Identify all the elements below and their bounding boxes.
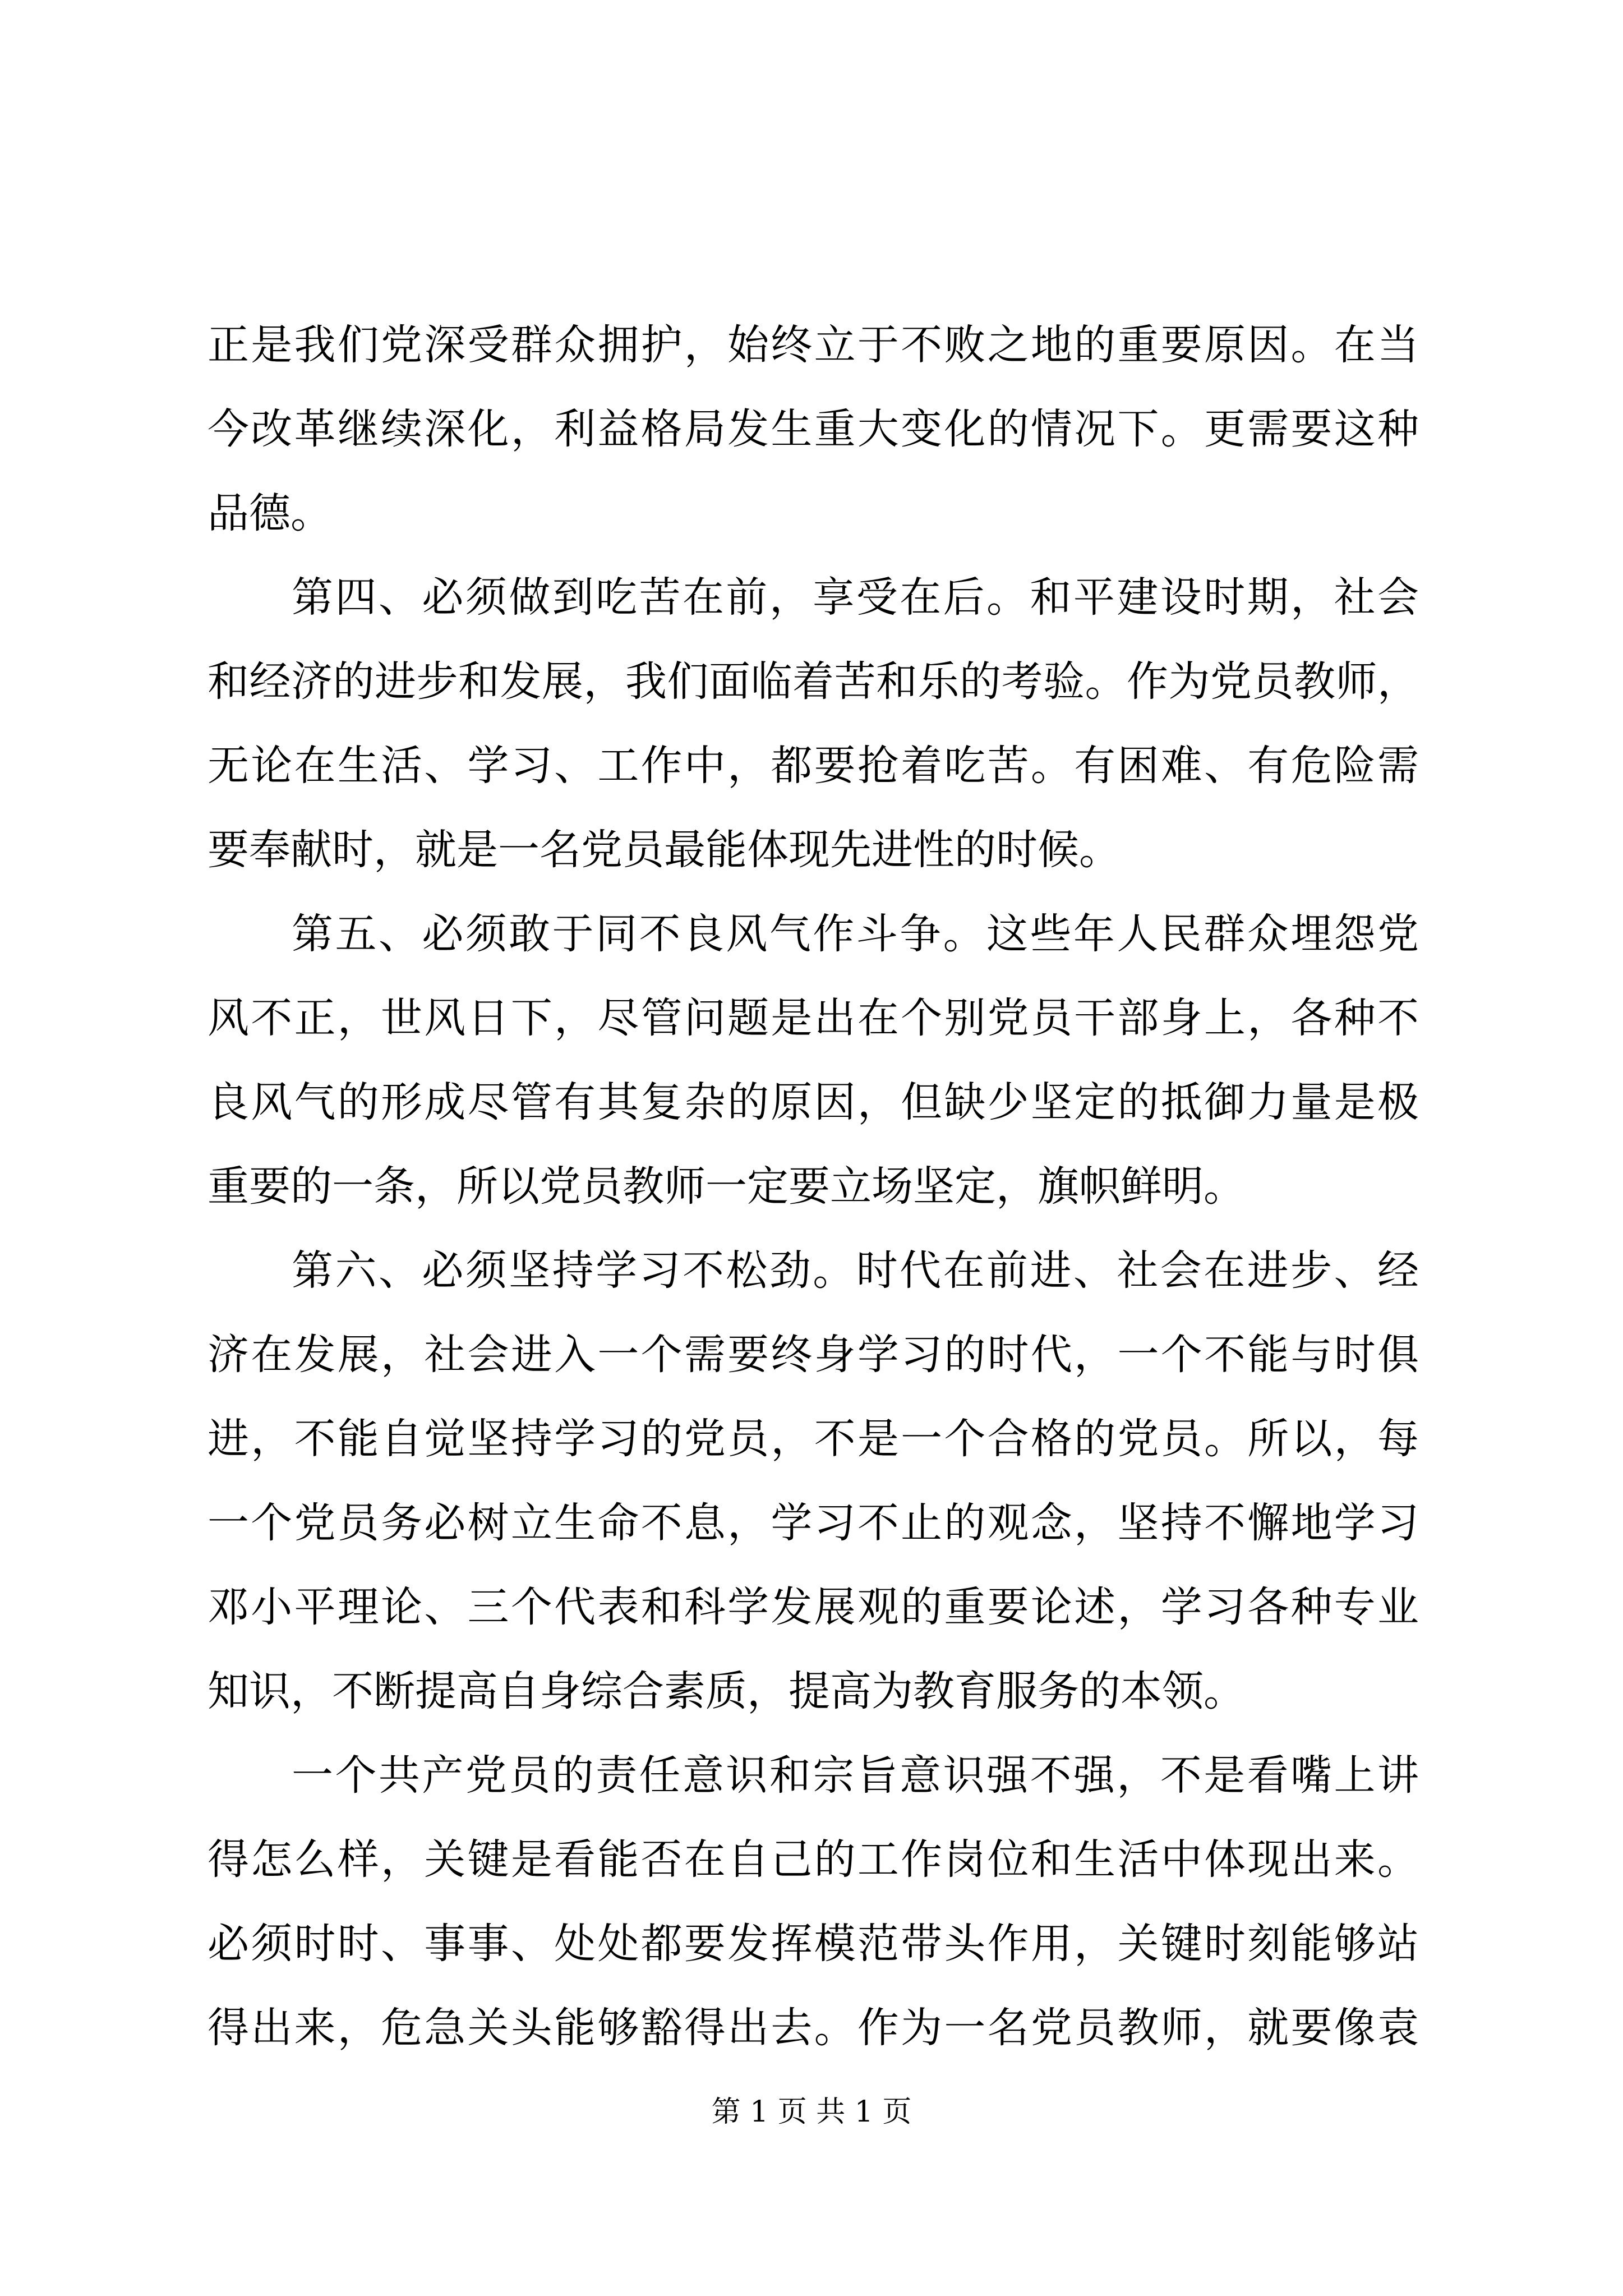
text-line: 邓小平理论、三个代表和科学发展观的重要论述，学习各种专业 [208,1583,1419,1631]
text-line: 知识，不断提高自身综合素质，提高为教育服务的本领。 [208,1667,1245,1715]
text-line: 今改革继续深化，利益格局发生重大变化的情况下。更需要这种 [208,405,1419,453]
text-line: 一个党员务必树立生命不息，学习不止的观念，坚持不懈地学习 [208,1499,1419,1547]
page-number-footer: 第 1 页 共 1 页 [711,2095,912,2129]
text-line: 得出来，危急关头能够豁得出去。作为一名党员教师，就要像袁 [208,2004,1419,2052]
text-line: 得怎么样，关键是看能否在自己的工作岗位和生活中体现出来。 [208,1835,1419,1884]
paragraph-start-line: 第五、必须敢于同不良风气作斗争。这些年人民群众埋怨党 [292,910,1419,958]
text-line: 良风气的形成尽管有其复杂的原因，但缺少坚定的抵御力量是极 [208,1078,1419,1126]
text-line: 和经济的进步和发展，我们面临着苦和乐的考验。作为党员教师， [208,657,1419,706]
paragraph-start-line: 第四、必须做到吃苦在前，享受在后。和平建设时期，社会 [292,573,1419,622]
text-line: 必须时时、事事、处处都要发挥模范带头作用，关键时刻能够站 [208,1920,1419,1968]
paragraph-start-line: 第六、必须坚持学习不松劲。时代在前进、社会在进步、经 [292,1246,1419,1295]
body-text [208,303,1419,2070]
text-line: 品德。 [208,489,332,537]
paragraph-start-line: 一个共产党员的责任意识和宗旨意识强不强，不是看嘴上讲 [292,1751,1419,1800]
text-line: 正是我们党深受群众拥护，始终立于不败之地的重要原因。在当 [208,321,1419,369]
text-line: 无论在生活、学习、工作中，都要抢着吃苦。有困难、有危险需 [208,742,1419,790]
text-line: 风不正，世风日下，尽管问题是出在个别党员干部身上，各种不 [208,994,1419,1042]
text-line: 进，不能自觉坚持学习的党员，不是一个合格的党员。所以，每 [208,1415,1419,1463]
text-line: 济在发展，社会进入一个需要终身学习的时代，一个不能与时俱 [208,1331,1419,1379]
text-line: 要奉献时，就是一名党员最能体现先进性的时候。 [208,826,1121,874]
text-line: 重要的一条，所以党员教师一定要立场坚定，旗帜鲜明。 [208,1162,1245,1211]
